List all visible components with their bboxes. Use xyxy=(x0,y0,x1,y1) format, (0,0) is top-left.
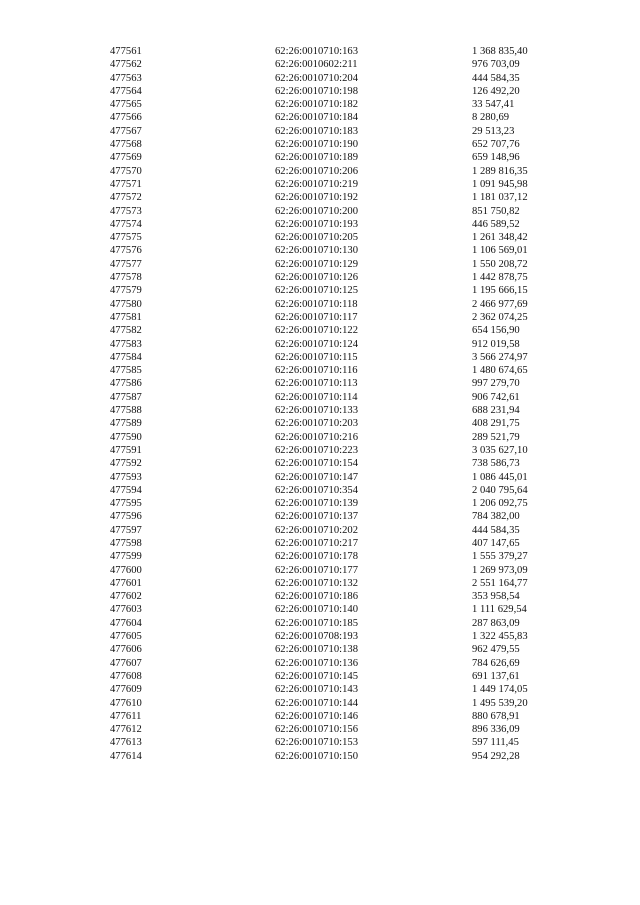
table-row xyxy=(0,364,640,377)
row-number: 477568 xyxy=(110,139,142,151)
cadastral-number: 62:26:0010710:139 xyxy=(275,498,358,510)
cadastral-number: 62:26:0010710:217 xyxy=(275,537,358,549)
cadastral-number: 62:26:0010710:113 xyxy=(275,378,358,390)
cadastral-number: 62:26:0010710:163 xyxy=(275,46,358,57)
row-number: 477601 xyxy=(110,577,142,589)
table-row xyxy=(0,244,640,257)
cadastral-number: 62:26:0010710:204 xyxy=(275,72,358,84)
cadastral-number: 62:26:0010710:136 xyxy=(275,657,358,669)
row-number: 477610 xyxy=(110,697,142,709)
table-row xyxy=(0,125,640,138)
cadastral-number: 62:26:0010710:143 xyxy=(275,684,358,696)
cadastral-number: 62:26:0010710:354 xyxy=(275,484,358,496)
cadastral-number: 62:26:0010710:200 xyxy=(275,205,358,217)
cadastral-number: 62:26:0010710:198 xyxy=(275,85,358,97)
table-row xyxy=(0,231,640,244)
amount-value: 2 466 977,69 xyxy=(472,298,528,310)
cadastral-number: 62:26:0010710:182 xyxy=(275,99,358,111)
table-row xyxy=(0,138,640,151)
cadastral-number: 62:26:0010710:192 xyxy=(275,192,358,204)
table-row xyxy=(0,510,640,523)
row-number: 477584 xyxy=(110,351,142,363)
cadastral-number: 62:26:0010710:185 xyxy=(275,617,358,629)
cadastral-number: 62:26:0010602:211 xyxy=(275,59,358,71)
cadastral-number: 62:26:0010710:177 xyxy=(275,564,358,576)
cadastral-number: 62:26:0010710:144 xyxy=(275,697,358,709)
amount-value: 1 442 878,75 xyxy=(472,272,528,284)
table-row xyxy=(0,45,640,58)
amount-value: 353 958,54 xyxy=(472,591,520,603)
row-number: 477607 xyxy=(110,657,142,669)
cadastral-number: 62:26:0010710:205 xyxy=(275,232,358,244)
row-number: 477596 xyxy=(110,511,142,523)
row-number: 477569 xyxy=(110,152,142,164)
cadastral-number: 62:26:0010710:184 xyxy=(275,112,358,124)
row-number: 477597 xyxy=(110,524,142,536)
cadastral-number: 62:26:0010710:147 xyxy=(275,471,358,483)
row-number: 477586 xyxy=(110,378,142,390)
table-row xyxy=(0,324,640,337)
row-number: 477571 xyxy=(110,178,142,190)
amount-value: 912 019,58 xyxy=(472,338,520,350)
amount-value: 997 279,70 xyxy=(472,378,520,390)
amount-value: 126 492,20 xyxy=(472,85,520,97)
amount-value: 880 678,91 xyxy=(472,710,520,722)
cadastral-number: 62:26:0010710:124 xyxy=(275,338,358,350)
table-row xyxy=(0,457,640,470)
table-row xyxy=(0,577,640,590)
row-number: 477594 xyxy=(110,484,142,496)
row-number: 477602 xyxy=(110,591,142,603)
row-number: 477575 xyxy=(110,232,142,244)
row-number: 477599 xyxy=(110,551,142,563)
amount-value: 1 289 816,35 xyxy=(472,165,528,177)
table-row xyxy=(0,697,640,710)
table-row xyxy=(0,497,640,510)
amount-value: 2 551 164,77 xyxy=(472,577,528,589)
row-number: 477612 xyxy=(110,724,142,736)
row-number: 477587 xyxy=(110,391,142,403)
cadastral-number: 62:26:0010710:138 xyxy=(275,644,358,656)
amount-value: 1 106 569,01 xyxy=(472,245,528,257)
amount-value: 444 584,35 xyxy=(472,524,520,536)
table-row xyxy=(0,630,640,643)
row-number: 477588 xyxy=(110,405,142,417)
amount-value: 896 336,09 xyxy=(472,724,520,736)
cadastral-number: 62:26:0010710:206 xyxy=(275,165,358,177)
table-row xyxy=(0,431,640,444)
amount-value: 444 584,35 xyxy=(472,72,520,84)
cadastral-number: 62:26:0010710:202 xyxy=(275,524,358,536)
amount-value: 1 322 455,83 xyxy=(472,631,528,643)
cadastral-number: 62:26:0010710:129 xyxy=(275,258,358,270)
cadastral-number: 62:26:0010710:126 xyxy=(275,272,358,284)
table-row xyxy=(0,284,640,297)
amount-value: 1 269 973,09 xyxy=(472,564,528,576)
row-number: 477591 xyxy=(110,444,142,456)
table-row xyxy=(0,417,640,430)
row-number: 477577 xyxy=(110,258,142,270)
row-number: 477576 xyxy=(110,245,142,257)
row-number: 477604 xyxy=(110,617,142,629)
amount-value: 287 863,09 xyxy=(472,617,520,629)
table-row xyxy=(0,298,640,311)
cadastral-number: 62:26:0010710:118 xyxy=(275,298,358,310)
table-row xyxy=(0,537,640,550)
amount-value: 1 449 174,05 xyxy=(472,684,528,696)
row-number: 477585 xyxy=(110,365,142,377)
table-row xyxy=(0,338,640,351)
amount-value: 8 280,69 xyxy=(472,112,510,124)
table-row xyxy=(0,311,640,324)
amount-value: 3 566 274,97 xyxy=(472,351,528,363)
row-number: 477598 xyxy=(110,537,142,549)
row-number: 477578 xyxy=(110,272,142,284)
table-row xyxy=(0,471,640,484)
cadastral-number: 62:26:0010708:193 xyxy=(275,631,358,643)
amount-value: 33 547,41 xyxy=(472,99,515,111)
table-row xyxy=(0,165,640,178)
row-number: 477593 xyxy=(110,471,142,483)
amount-value: 1 480 674,65 xyxy=(472,365,528,377)
amount-value: 906 742,61 xyxy=(472,391,520,403)
cadastral-number: 62:26:0010710:117 xyxy=(275,311,358,323)
amount-value: 784 382,00 xyxy=(472,511,520,523)
table-row xyxy=(0,643,640,656)
table-row xyxy=(0,377,640,390)
cadastral-number: 62:26:0010710:140 xyxy=(275,604,358,616)
table-row xyxy=(0,58,640,71)
cadastral-number: 62:26:0010710:114 xyxy=(275,391,358,403)
table-row xyxy=(0,524,640,537)
table-row xyxy=(0,351,640,364)
row-number: 477583 xyxy=(110,338,142,350)
cadastral-number: 62:26:0010710:153 xyxy=(275,737,358,749)
row-number: 477590 xyxy=(110,431,142,443)
table-row xyxy=(0,191,640,204)
amount-value: 652 707,76 xyxy=(472,139,520,151)
row-number: 477572 xyxy=(110,192,142,204)
table-row xyxy=(0,736,640,749)
row-number: 477582 xyxy=(110,325,142,337)
row-number: 477609 xyxy=(110,684,142,696)
row-number: 477603 xyxy=(110,604,142,616)
amount-value: 408 291,75 xyxy=(472,418,520,430)
amount-value: 659 148,96 xyxy=(472,152,520,164)
row-number: 477566 xyxy=(110,112,142,124)
data-table xyxy=(0,45,640,763)
table-row xyxy=(0,723,640,736)
amount-value: 597 111,45 xyxy=(472,737,519,749)
row-number: 477562 xyxy=(110,59,142,71)
amount-value: 851 750,82 xyxy=(472,205,520,217)
cadastral-number: 62:26:0010710:223 xyxy=(275,444,358,456)
cadastral-number: 62:26:0010710:122 xyxy=(275,325,358,337)
cadastral-number: 62:26:0010710:216 xyxy=(275,431,358,443)
row-number: 477595 xyxy=(110,498,142,510)
table-row xyxy=(0,750,640,763)
table-row xyxy=(0,391,640,404)
amount-value: 962 479,55 xyxy=(472,644,520,656)
cadastral-number: 62:26:0010710:183 xyxy=(275,125,358,137)
table-row xyxy=(0,205,640,218)
table-row xyxy=(0,98,640,111)
table-row xyxy=(0,72,640,85)
row-number: 477600 xyxy=(110,564,142,576)
amount-value: 688 231,94 xyxy=(472,405,520,417)
cadastral-number: 62:26:0010710:125 xyxy=(275,285,358,297)
cadastral-number: 62:26:0010710:132 xyxy=(275,577,358,589)
row-number: 477606 xyxy=(110,644,142,656)
cadastral-number: 62:26:0010710:186 xyxy=(275,591,358,603)
row-number: 477611 xyxy=(110,710,142,722)
row-number: 477608 xyxy=(110,670,142,682)
row-number: 477563 xyxy=(110,72,142,84)
amount-value: 1 261 348,42 xyxy=(472,232,528,244)
cadastral-number: 62:26:0010710:116 xyxy=(275,365,358,377)
table-row xyxy=(0,710,640,723)
amount-value: 1 091 945,98 xyxy=(472,178,528,190)
amount-value: 1 550 208,72 xyxy=(472,258,528,270)
table-row xyxy=(0,564,640,577)
cadastral-number: 62:26:0010710:203 xyxy=(275,418,358,430)
amount-value: 954 292,28 xyxy=(472,750,520,762)
table-row xyxy=(0,657,640,670)
table-row xyxy=(0,85,640,98)
amount-value: 1 368 835,40 xyxy=(472,46,528,57)
amount-value: 1 111 629,54 xyxy=(472,604,527,616)
cadastral-number: 62:26:0010710:178 xyxy=(275,551,358,563)
table-row xyxy=(0,178,640,191)
amount-value: 691 137,61 xyxy=(472,670,520,682)
row-number: 477565 xyxy=(110,99,142,111)
row-number: 477564 xyxy=(110,85,142,97)
cadastral-number: 62:26:0010710:130 xyxy=(275,245,358,257)
table-row xyxy=(0,151,640,164)
table-row xyxy=(0,683,640,696)
amount-value: 1 555 379,27 xyxy=(472,551,528,563)
amount-value: 784 626,69 xyxy=(472,657,520,669)
table-row xyxy=(0,590,640,603)
row-number: 477567 xyxy=(110,125,142,137)
row-number: 477579 xyxy=(110,285,142,297)
table-row xyxy=(0,111,640,124)
cadastral-number: 62:26:0010710:190 xyxy=(275,139,358,151)
row-number: 477613 xyxy=(110,737,142,749)
table-row xyxy=(0,484,640,497)
amount-value: 1 495 539,20 xyxy=(472,697,528,709)
amount-value: 1 181 037,12 xyxy=(472,192,528,204)
amount-value: 654 156,90 xyxy=(472,325,520,337)
cadastral-number: 62:26:0010710:146 xyxy=(275,710,358,722)
amount-value: 1 195 666,15 xyxy=(472,285,528,297)
amount-value: 2 040 795,64 xyxy=(472,484,528,496)
row-number: 477614 xyxy=(110,750,142,762)
cadastral-number: 62:26:0010710:150 xyxy=(275,750,358,762)
row-number: 477561 xyxy=(110,46,142,57)
amount-value: 289 521,79 xyxy=(472,431,520,443)
table-row xyxy=(0,271,640,284)
amount-value: 446 589,52 xyxy=(472,218,520,230)
row-number: 477574 xyxy=(110,218,142,230)
table-row xyxy=(0,258,640,271)
cadastral-number: 62:26:0010710:137 xyxy=(275,511,358,523)
table-row xyxy=(0,218,640,231)
amount-value: 1 086 445,01 xyxy=(472,471,528,483)
amount-value: 1 206 092,75 xyxy=(472,498,528,510)
table-row xyxy=(0,670,640,683)
cadastral-number: 62:26:0010710:189 xyxy=(275,152,358,164)
cadastral-number: 62:26:0010710:115 xyxy=(275,351,358,363)
table-row xyxy=(0,617,640,630)
row-number: 477580 xyxy=(110,298,142,310)
row-number: 477581 xyxy=(110,311,142,323)
amount-value: 976 703,09 xyxy=(472,59,520,71)
cadastral-number: 62:26:0010710:219 xyxy=(275,178,358,190)
row-number: 477605 xyxy=(110,631,142,643)
cadastral-number: 62:26:0010710:133 xyxy=(275,405,358,417)
row-number: 477592 xyxy=(110,458,142,470)
table-row xyxy=(0,603,640,616)
amount-value: 29 513,23 xyxy=(472,125,515,137)
row-number: 477589 xyxy=(110,418,142,430)
cadastral-number: 62:26:0010710:154 xyxy=(275,458,358,470)
table-row xyxy=(0,444,640,457)
cadastral-number: 62:26:0010710:145 xyxy=(275,670,358,682)
amount-value: 407 147,65 xyxy=(472,537,520,549)
table-row xyxy=(0,404,640,417)
amount-value: 2 362 074,25 xyxy=(472,311,528,323)
row-number: 477570 xyxy=(110,165,142,177)
amount-value: 3 035 627,10 xyxy=(472,444,528,456)
amount-value: 738 586,73 xyxy=(472,458,520,470)
cadastral-number: 62:26:0010710:156 xyxy=(275,724,358,736)
row-number: 477573 xyxy=(110,205,142,217)
cadastral-number: 62:26:0010710:193 xyxy=(275,218,358,230)
table-row xyxy=(0,550,640,563)
